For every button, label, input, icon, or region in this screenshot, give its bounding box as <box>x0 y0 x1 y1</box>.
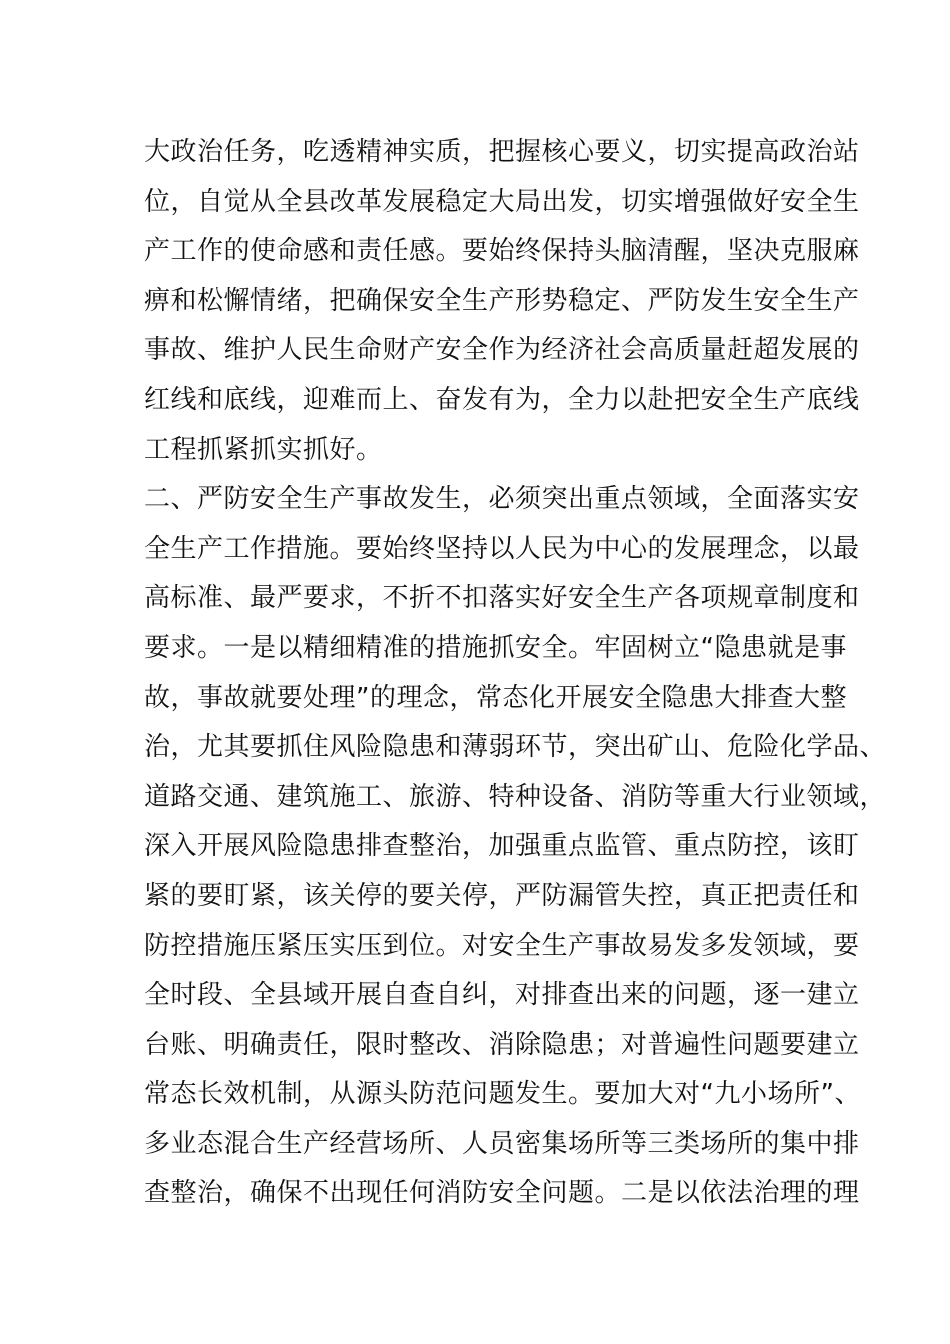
text-line: 二、严防安全生产事故发生，必须突出重点领域，全面落实安 <box>144 484 860 515</box>
text-line: 全时段、全县域开展自查自纠，对排查出来的问题，逐一建立 <box>144 980 860 1011</box>
text-line: 高标准、最严要求，不折不扣落实好安全生产各项规章制度和 <box>144 583 860 614</box>
text-line: 多业态混合生产经营场所、人员密集场所等三类场所的集中排 <box>144 1128 860 1159</box>
text-line: 产工作的使命感和责任感。要始终保持头脑清醒，坚决克服麻 <box>144 236 860 267</box>
text-line: 位，自觉从全县改革发展稳定大局出发，切实增强做好安全生 <box>144 186 860 217</box>
text-line: 道路交通、建筑施工、旅游、特种设备、消防等重大行业领域， <box>144 781 887 812</box>
text-line: 治，尤其要抓住风险隐患和薄弱环节，突出矿山、危险化学品、 <box>144 732 887 763</box>
text-line: 事故、维护人民生命财产安全作为经济社会高质量赶超发展的 <box>144 335 860 366</box>
body-text <box>144 128 887 1219</box>
text-line: 台账、明确责任，限时整改、消除隐患；对普遍性问题要建立 <box>144 1029 860 1060</box>
text-line: 常态长效机制，从源头防范问题发生。要加大对“九小场所”、 <box>144 1079 861 1110</box>
text-line: 防控措施压紧压实压到位。对安全生产事故易发多发领域，要 <box>144 930 860 961</box>
text-line: 红线和底线，迎难而上、奋发有为，全力以赴把安全生产底线 <box>144 384 860 415</box>
text-line: 要求。一是以精细精准的措施抓安全。牢固树立“隐患就是事 <box>144 632 847 663</box>
text-line: 故，事故就要处理”的理念，常态化开展安全隐患大排查大整 <box>144 682 847 713</box>
text-line: 紧的要盯紧，该关停的要关停，严防漏管失控，真正把责任和 <box>144 880 860 911</box>
text-line: 工程抓紧抓实抓好。 <box>144 434 383 465</box>
text-line: 查整治，确保不出现任何消防安全问题。二是以依法治理的理 <box>144 1178 860 1209</box>
text-line: 全生产工作措施。要始终坚持以人民为中心的发展理念，以最 <box>144 533 860 564</box>
text-line: 痹和松懈情绪，把确保安全生产形势稳定、严防发生安全生产 <box>144 285 860 316</box>
text-line: 深入开展风险隐患排查整治，加强重点监管、重点防控，该盯 <box>144 831 860 862</box>
text-line: 大政治任务，吃透精神实质，把握核心要义，切实提高政治站 <box>144 137 860 167</box>
